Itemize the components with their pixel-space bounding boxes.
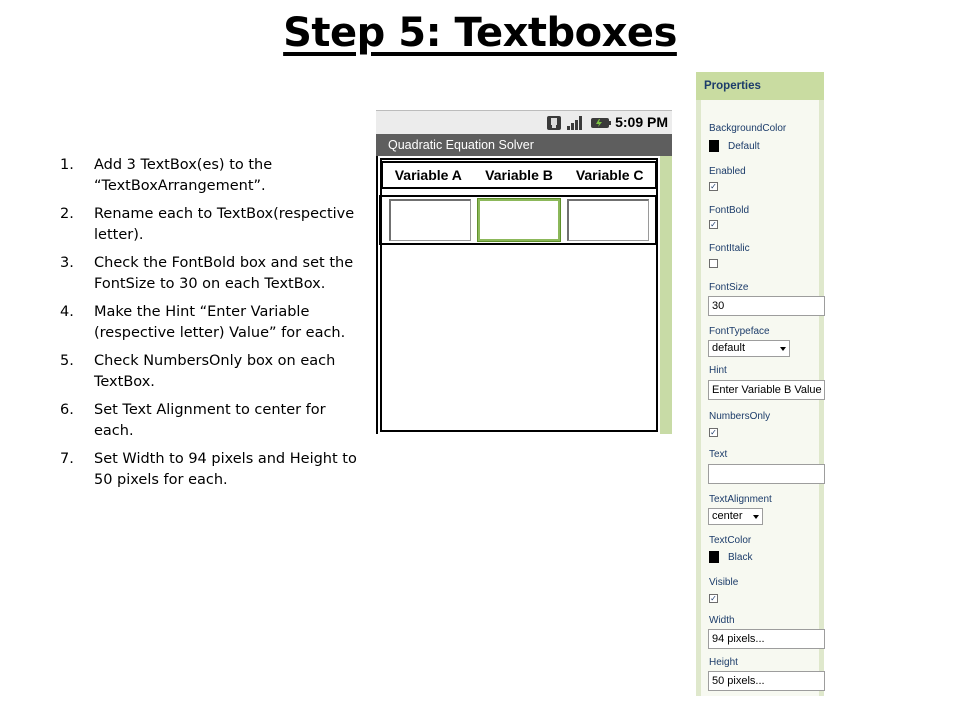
step-number: 4. bbox=[60, 304, 74, 320]
battery-icon bbox=[590, 115, 612, 131]
properties-header: Properties bbox=[696, 72, 824, 101]
list-item bbox=[60, 204, 360, 246]
background-color-value[interactable]: Default bbox=[728, 141, 760, 152]
step-text: Add 3 TextBox(es) to the “TextBoxArrangement”. bbox=[94, 157, 273, 194]
list-item bbox=[60, 302, 360, 344]
chevron-down-icon bbox=[753, 515, 759, 519]
textalignment-select[interactable] bbox=[708, 508, 763, 525]
status-time: 5:09 PM bbox=[615, 114, 668, 130]
signal-icon bbox=[566, 115, 584, 131]
list-item bbox=[60, 351, 360, 393]
list-item bbox=[60, 400, 360, 442]
fontbold-checkbox[interactable]: ✓ bbox=[710, 220, 717, 229]
fontbold-label: FontBold bbox=[709, 205, 750, 216]
textcolor-swatch[interactable] bbox=[709, 551, 719, 563]
enabled-label: Enabled bbox=[709, 166, 746, 177]
usb-icon bbox=[546, 115, 562, 131]
background-color-label: BackgroundColor bbox=[709, 123, 787, 134]
textcolor-label: TextColor bbox=[709, 535, 752, 546]
label-row bbox=[381, 161, 657, 189]
hint-input[interactable]: Enter Variable B Value bbox=[708, 380, 825, 400]
visible-label: Visible bbox=[709, 577, 739, 588]
hint-label: Hint bbox=[709, 365, 727, 376]
list-item bbox=[60, 449, 360, 491]
app-title-bar: Quadratic Equation Solver bbox=[376, 134, 672, 156]
step-text: Check the FontBold box and set the FontSize to 30 on each TextBox. bbox=[94, 255, 354, 292]
numbersonly-label: NumbersOnly bbox=[709, 411, 771, 422]
background-color-swatch[interactable] bbox=[709, 140, 719, 152]
slide-title: Step 5: Textboxes bbox=[283, 10, 677, 56]
label-variable-c: Variable C bbox=[575, 167, 644, 183]
fonttypeface-select[interactable] bbox=[708, 340, 790, 357]
visible-checkbox[interactable]: ✓ bbox=[710, 594, 717, 603]
fontsize-label: FontSize bbox=[709, 282, 749, 293]
height-input[interactable]: 50 pixels... bbox=[708, 671, 825, 691]
step-text: Set Text Alignment to center for each. bbox=[94, 402, 326, 439]
width-input[interactable]: 94 pixels... bbox=[708, 629, 825, 649]
textbox-a[interactable] bbox=[389, 199, 471, 241]
textalignment-label: TextAlignment bbox=[709, 494, 772, 505]
step-text: Make the Hint “Enter Variable (respective letter) Value” for each. bbox=[94, 304, 346, 341]
status-bar bbox=[376, 110, 672, 135]
step-number: 7. bbox=[60, 451, 74, 467]
width-label: Width bbox=[709, 615, 735, 626]
height-label: Height bbox=[709, 657, 738, 668]
fontitalic-checkbox[interactable] bbox=[709, 259, 718, 268]
properties-body bbox=[696, 100, 824, 696]
label-variable-b: Variable B bbox=[485, 167, 553, 183]
phone-preview bbox=[376, 110, 672, 434]
text-label: Text bbox=[709, 449, 728, 460]
screen-canvas bbox=[376, 156, 662, 434]
chevron-down-icon bbox=[780, 347, 786, 351]
fonttypeface-label: FontTypeface bbox=[709, 326, 770, 337]
textbox-c[interactable] bbox=[567, 199, 649, 241]
textcolor-value[interactable]: Black bbox=[728, 552, 753, 563]
list-item bbox=[60, 253, 360, 295]
numbersonly-checkbox[interactable]: ✓ bbox=[710, 428, 717, 437]
fontsize-input[interactable]: 30 bbox=[708, 296, 825, 316]
step-number: 3. bbox=[60, 255, 74, 271]
step-number: 6. bbox=[60, 402, 74, 418]
label-variable-a: Variable A bbox=[394, 167, 462, 183]
text-input[interactable] bbox=[708, 464, 825, 484]
textbox-b[interactable] bbox=[478, 199, 560, 241]
textalignment-value: center bbox=[712, 510, 743, 522]
fonttypeface-value: default bbox=[712, 342, 746, 354]
properties-panel bbox=[696, 72, 824, 696]
enabled-checkbox[interactable]: ✓ bbox=[710, 182, 717, 191]
fontitalic-label: FontItalic bbox=[709, 243, 750, 254]
step-text: Rename each to TextBox(respective letter). bbox=[94, 206, 355, 243]
step-number: 5. bbox=[60, 353, 74, 369]
step-number: 1. bbox=[60, 157, 74, 173]
list-item bbox=[60, 155, 360, 197]
step-text: Check NumbersOnly box on each TextBox. bbox=[94, 353, 336, 390]
designer-edge bbox=[660, 156, 672, 434]
step-text: Set Width to 94 pixels and Height to 50 pixels for each. bbox=[94, 451, 357, 488]
textbox-arrangement bbox=[379, 195, 657, 245]
step-number: 2. bbox=[60, 206, 74, 222]
instruction-list bbox=[60, 155, 360, 498]
